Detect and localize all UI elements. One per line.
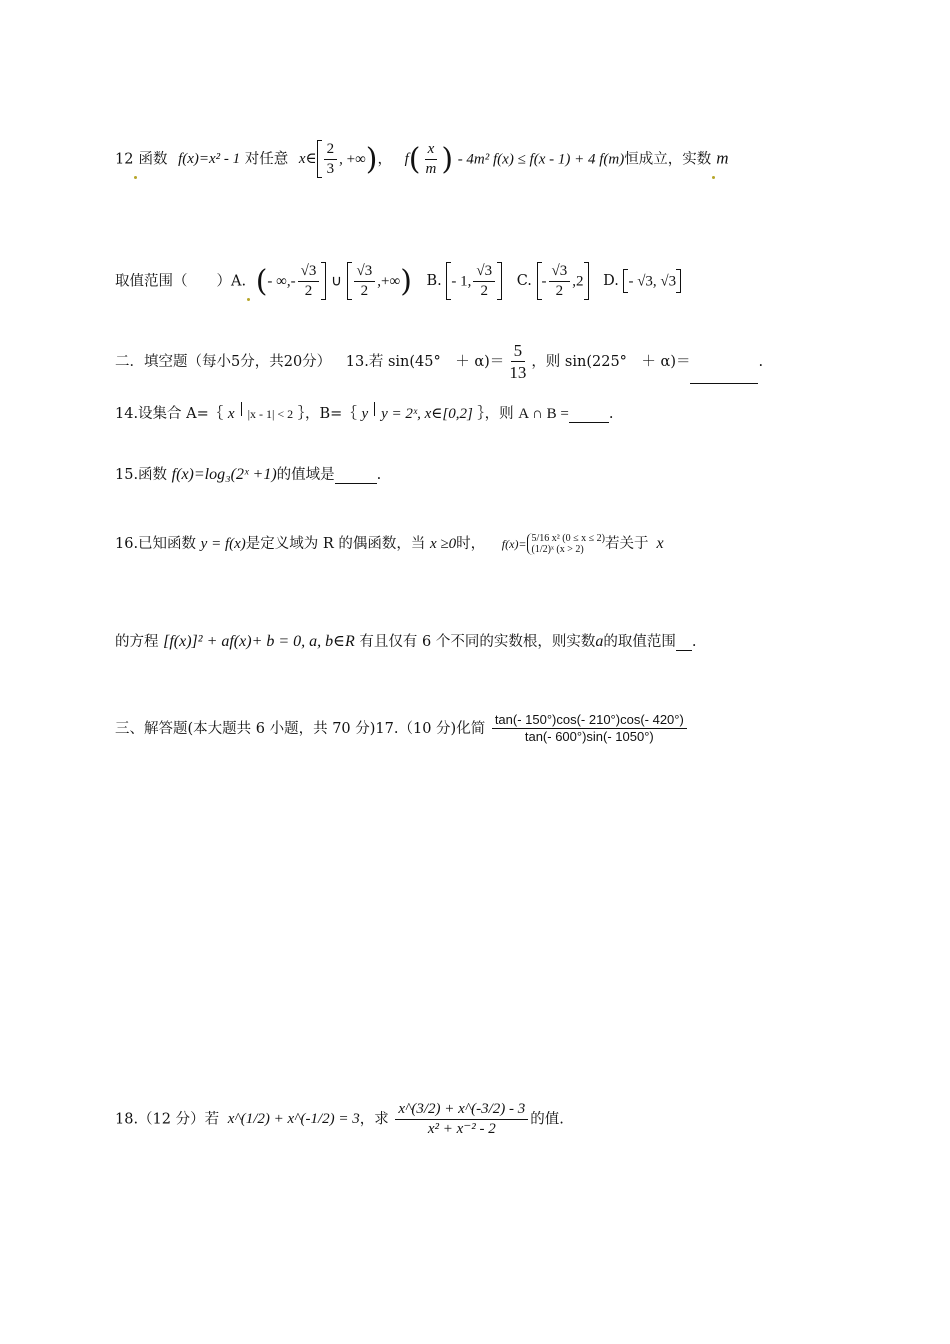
q16-var-x: x [656, 535, 664, 552]
bracket-left [347, 262, 352, 300]
q12-ineq-rest: - 4m² f(x) ≤ f(x - 1) + 4 f(m) [457, 151, 625, 168]
frac-den: 13 [509, 363, 527, 383]
set-separator [241, 402, 242, 416]
frac-den: tan(- 600°)sin(- 1050°) [524, 729, 654, 745]
frac-den: 2 [555, 282, 564, 299]
frac-num: √3 [473, 262, 495, 282]
frac-den: 3 [326, 160, 335, 177]
question-16-line1 [115, 532, 664, 555]
question-16-line2 [115, 630, 696, 651]
mark-dot [247, 298, 250, 301]
frac-num: x^(3/2) + x^(-3/2) - 3 [395, 1100, 528, 1120]
q16-cond: x ≥0 [430, 536, 457, 552]
q14-a-cond: |x - 1| < 2 [247, 407, 294, 421]
optC-part2: ,2 [572, 273, 584, 290]
section3-heading: 三、解答题(本大题共 6 小题，共 70 分)17.（10 分)化简 [115, 720, 486, 737]
q16-text2: 时， [456, 536, 486, 552]
q16-yfx: y = f(x) [200, 536, 246, 552]
question-14 [115, 402, 613, 423]
q12-function: f(x)=x² - 1 [178, 151, 241, 168]
q12-text2: 对任意 [244, 151, 289, 168]
section-3-q17 [115, 712, 689, 746]
q15-answer-blank [335, 469, 377, 484]
section-2-q13 [115, 340, 763, 384]
q15-post: 的值域是 [276, 467, 335, 483]
q12-domain-frac [324, 140, 338, 179]
bracket-right [321, 262, 326, 300]
q16-fx: f(x)= [501, 537, 527, 551]
frac-num: 5 [511, 340, 526, 362]
optD-label: D. [603, 273, 619, 290]
q12-var-m: m [716, 148, 729, 168]
q12-domain-left: x∈ [298, 151, 317, 168]
q12-text3: 恒成立，实数 [624, 151, 712, 168]
optA-union: ∪ [330, 273, 342, 290]
q13-frac [506, 340, 529, 384]
q13-pre: 13.若 sin(45° ＋ α)＝ [345, 353, 505, 370]
frac-num: √3 [354, 262, 376, 282]
paren-right: ) [441, 141, 454, 177]
q13-end: . [758, 353, 764, 370]
mark-dot [134, 176, 137, 179]
question-15 [115, 463, 381, 484]
q12-comma: ， [377, 151, 393, 168]
q18-mid: ，求 [359, 1111, 389, 1128]
frac-num: tan(- 150°)cos(- 210°)cos(- 420°) [492, 712, 687, 729]
q12-ineq-frac [423, 140, 440, 179]
q16-end: . [691, 634, 697, 650]
bracket-left [317, 140, 322, 178]
q14-b-cond: y = 2ˣ, x∈[0,2] [381, 406, 473, 422]
optC-label: C. [516, 273, 532, 290]
q14-pre: 14.设集合 A=｛ [115, 406, 224, 422]
q16-case2: (1/2)ˣ (x > 2) [531, 544, 584, 555]
frac-den: m [425, 160, 437, 177]
q16-line2-post: 的取值范围 [603, 634, 676, 650]
bracket-right [584, 262, 589, 300]
q12-number: 12 [115, 151, 134, 168]
paren-left: ( [255, 263, 268, 299]
q12-text4: 取值范围（ ）A. [115, 273, 247, 290]
optA-part1: - ∞,- [267, 273, 296, 290]
frac-den: 2 [480, 282, 488, 299]
q16-text3: 若关于 [604, 536, 649, 552]
frac-num: 2 [324, 140, 338, 160]
optB-part1: - 1, [451, 273, 472, 290]
q18-post: 的值. [530, 1111, 564, 1128]
q16-line2-mid: 有且仅有 6 个不同的实数根，则实数 [359, 634, 596, 650]
optC-part1: - [541, 273, 547, 290]
optA-frac [298, 262, 320, 301]
question-18 [115, 1100, 564, 1139]
frac-den: 2 [360, 282, 369, 299]
q16-equation: [f(x)]² + af(x)+ b = 0, a, b∈R [163, 633, 355, 650]
q13-answer-blank [690, 369, 758, 384]
bracket-right [676, 269, 681, 293]
q14-result: A ∩ B = [518, 406, 569, 422]
q14-mid: ｝，B=｛ [297, 406, 357, 422]
q16-line2-pre: 的方程 [115, 634, 159, 650]
question-12-line1 [115, 140, 729, 179]
optC-frac [549, 262, 571, 301]
paren-left: ( [408, 141, 421, 177]
q12-text1: 函数 [138, 151, 168, 168]
q14-end: . [608, 406, 614, 422]
frac-num: x [425, 140, 438, 160]
optD-value: - √3, √3 [628, 273, 677, 290]
frac-num: √3 [549, 262, 571, 282]
q14-b-var: y [361, 406, 369, 422]
q14-a-var: x [227, 406, 235, 422]
q14-post: ｝，则 [477, 406, 514, 422]
q14-answer-blank [569, 413, 609, 423]
q15-end: . [376, 467, 382, 483]
q16-case1: 5/16 x² (0 ≤ x ≤ 2) [531, 533, 605, 544]
q17-fraction [492, 712, 687, 746]
mark-dot [712, 176, 715, 179]
paren-right: ) [365, 141, 378, 177]
frac-den: x² + x⁻² - 2 [427, 1120, 496, 1137]
optA2-rest: ,+∞ [377, 273, 401, 290]
optB-frac [473, 262, 495, 301]
optB-label: B. [426, 273, 442, 290]
q15-expr: f(x)=log₃(2ˣ +1) [171, 466, 277, 483]
q12-ineq-f: f [404, 151, 409, 168]
q13-post: ，则 sin(225° ＋ α)＝ [531, 353, 691, 370]
section2-heading: 二．填空题（每小5分，共20分） [115, 353, 332, 370]
optA2-frac [354, 262, 376, 301]
q18-fraction [395, 1100, 528, 1139]
frac-den: 2 [304, 282, 313, 299]
q18-cond: x^(1/2) + x^(-1/2) = 3 [227, 1111, 360, 1128]
q16-answer-blank [676, 636, 692, 651]
question-12-options [115, 262, 681, 301]
q16-text1: 是定义域为 R 的偶函数，当 [245, 536, 426, 552]
q16-piecewise [527, 533, 605, 555]
q12-domain-right: , +∞ [339, 151, 366, 168]
set-separator [374, 402, 375, 416]
q18-pre: 18.（12 分）若 [115, 1111, 220, 1128]
q15-pre: 15.函数 [115, 467, 168, 483]
q16-pre: 16.已知函数 [115, 536, 197, 552]
bracket-right [497, 262, 502, 300]
paren-right: ) [400, 263, 412, 299]
frac-num: √3 [298, 262, 320, 282]
q16-var-a: a [595, 633, 604, 650]
